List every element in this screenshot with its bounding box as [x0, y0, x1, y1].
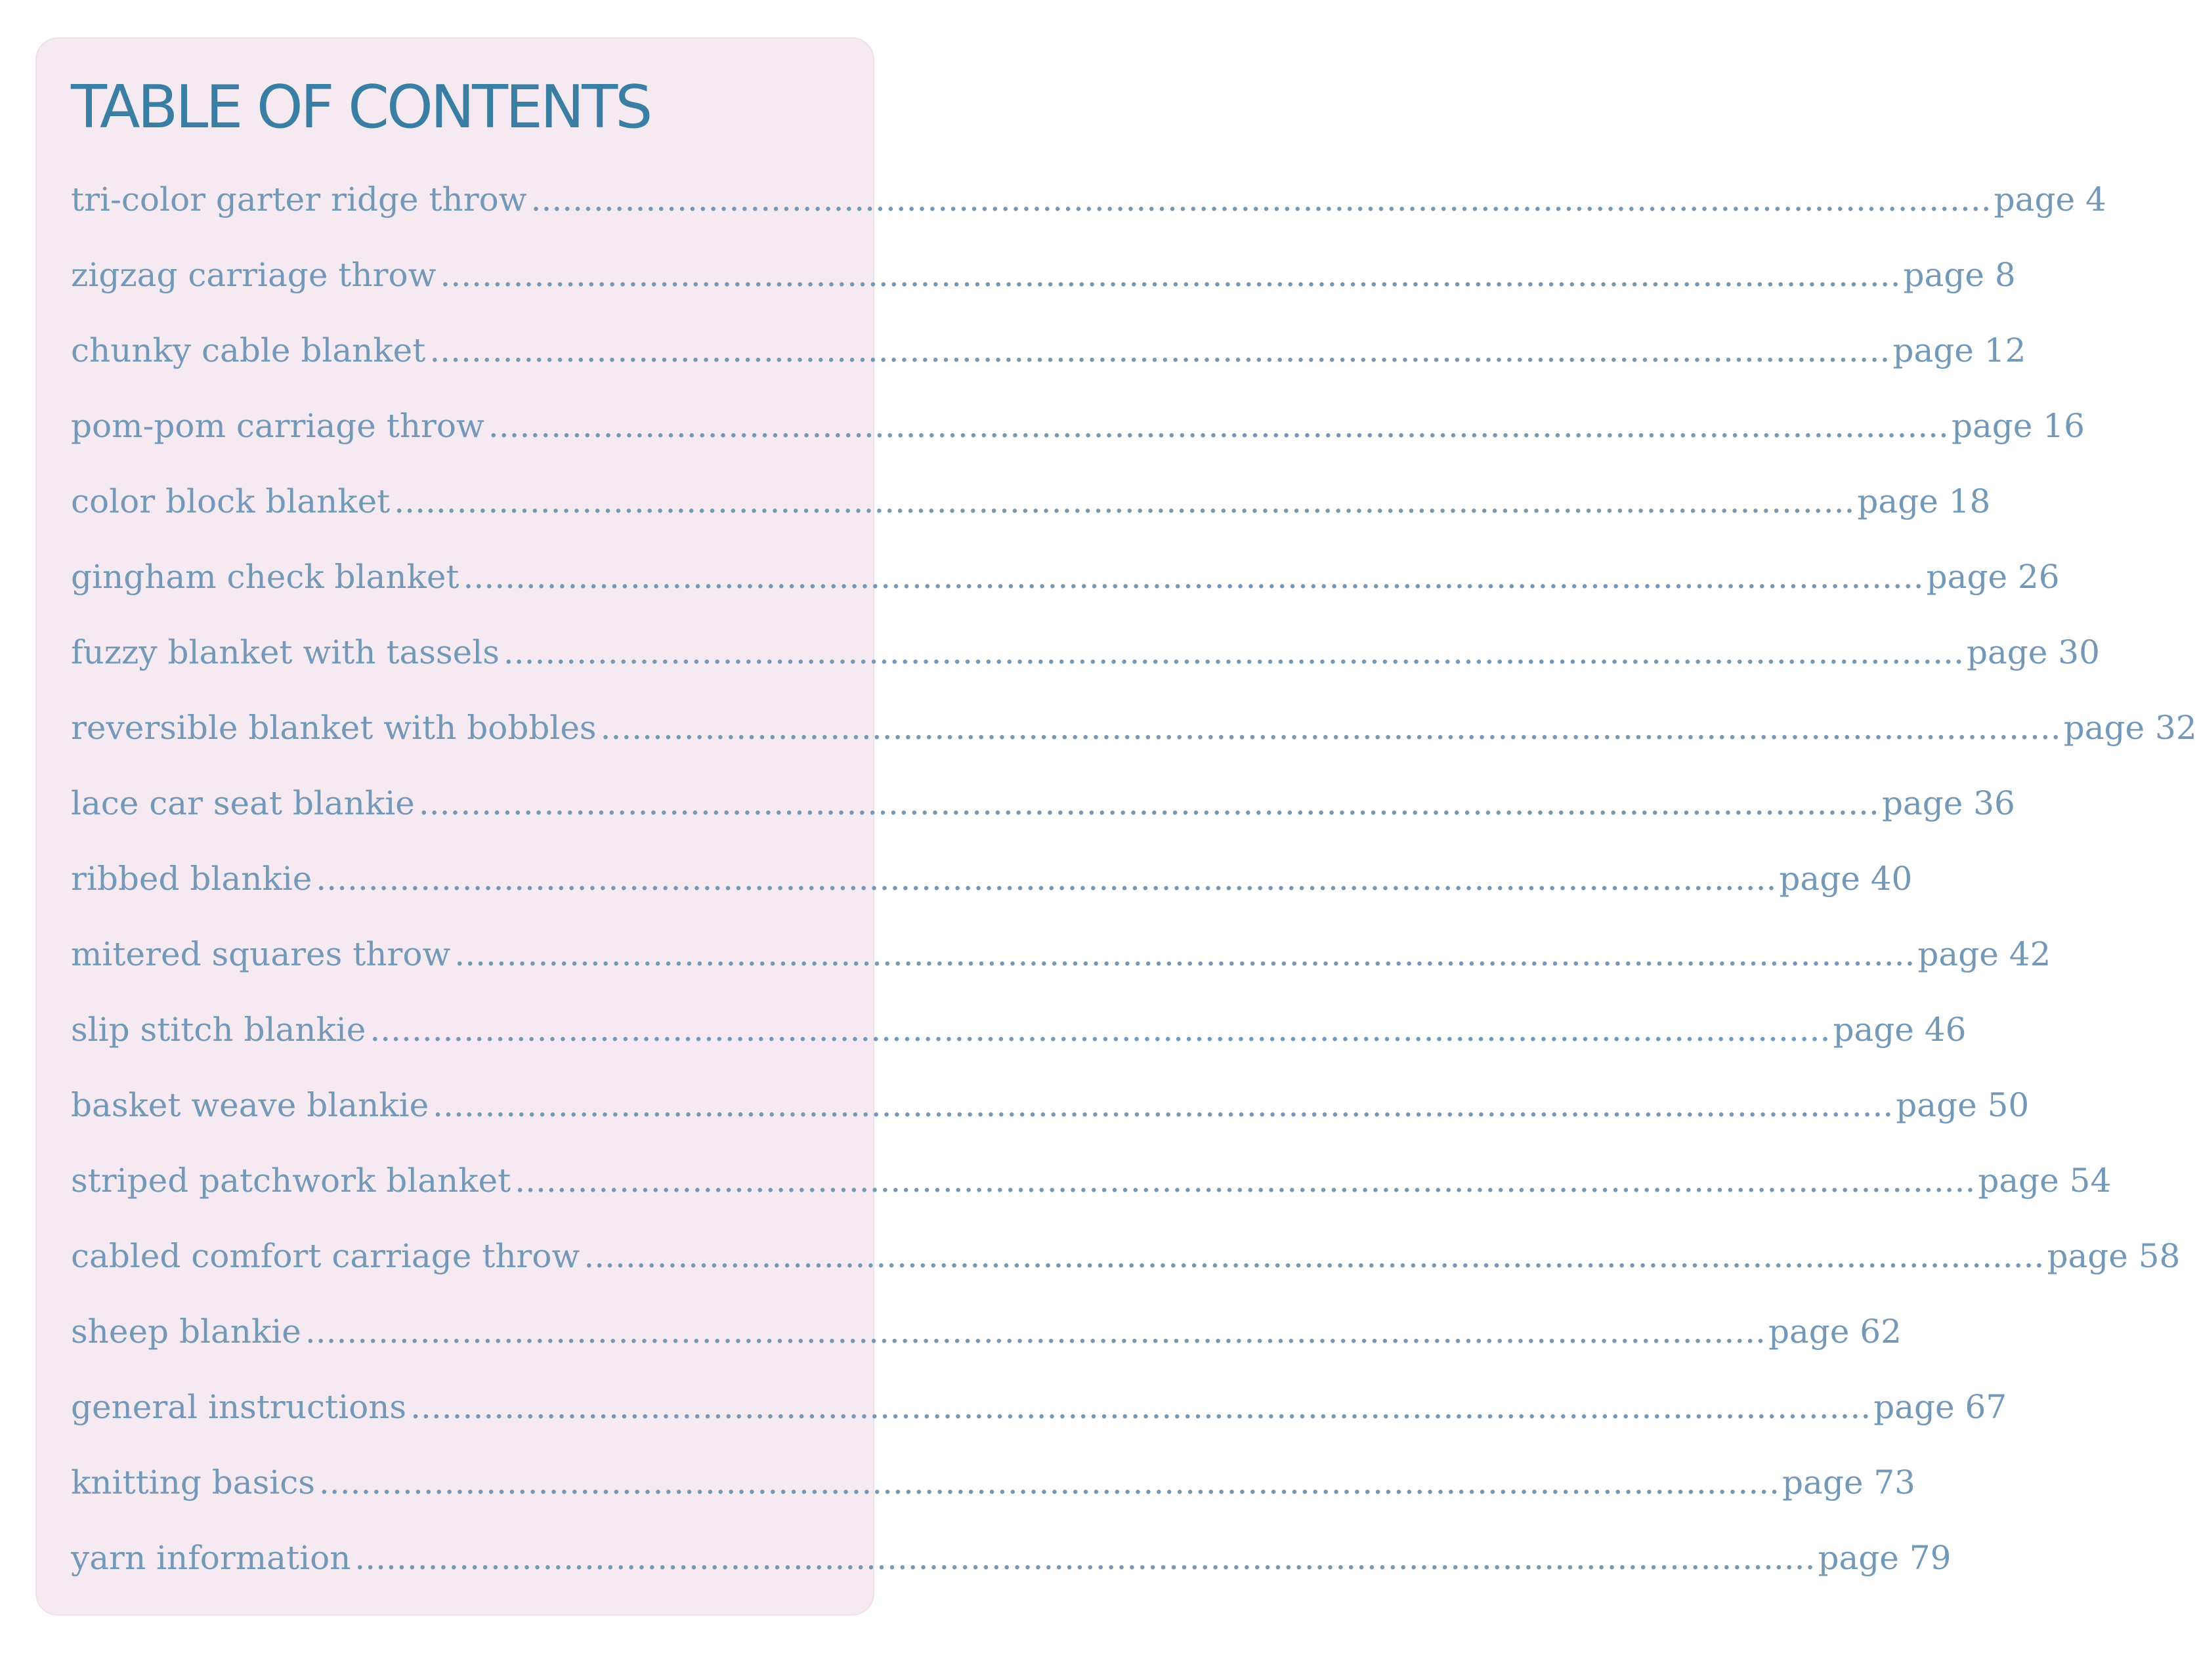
dot-leader: ............................................................................................................................................ — [316, 860, 1777, 898]
dot-leader: ............................................................................................................................................ — [503, 633, 1964, 671]
dot-leader: ............................................................................................................................................ — [305, 1312, 1766, 1351]
entry-title: slip stitch blankie — [71, 1011, 366, 1049]
entry-title: lace car seat blankie — [71, 784, 415, 822]
page-title: TABLE OF CONTENTS — [71, 73, 651, 142]
dot-leader: ............................................................................................................................................ — [410, 1388, 1871, 1426]
entry-page-number: page 26 — [1926, 558, 2060, 596]
entry-page-number: page 4 — [1994, 180, 2106, 219]
dot-leader: ............................................................................................................................................ — [454, 935, 1915, 973]
entry-title: yarn information — [71, 1539, 351, 1577]
entry-title: zigzag carriage throw — [71, 256, 437, 294]
dot-leader: ............................................................................................................................................ — [463, 558, 1924, 596]
dot-leader: ............................................................................................................................................ — [318, 1463, 1780, 1502]
entry-title: pom-pom carriage throw — [71, 407, 484, 445]
toc-entry[interactable] — [71, 177, 2106, 252]
toc-entry[interactable] — [71, 629, 2100, 705]
dot-leader: ............................................................................................................................................ — [370, 1011, 1831, 1049]
entry-title: chunky cable blanket — [71, 331, 426, 369]
toc-entry[interactable] — [71, 856, 1913, 931]
entry-title: reversible blanket with bobbles — [71, 709, 597, 747]
entry-title: gingham check blanket — [71, 558, 459, 596]
entry-page-number: page 36 — [1881, 784, 2015, 822]
toc-list — [71, 177, 2197, 1610]
entry-title: general instructions — [71, 1388, 407, 1426]
entry-page-number: page 40 — [1779, 860, 1913, 898]
dot-leader: ............................................................................................................................................ — [515, 1162, 1976, 1200]
dot-leader: ............................................................................................................................................ — [488, 407, 1949, 445]
dot-leader: ............................................................................................................................................ — [433, 1086, 1894, 1124]
toc-entry[interactable] — [71, 1384, 2007, 1460]
entry-page-number: page 42 — [1917, 935, 2051, 973]
entry-page-number: page 62 — [1768, 1312, 1902, 1351]
dot-leader: ............................................................................................................................................ — [418, 784, 1879, 822]
toc-entry[interactable] — [71, 478, 1991, 554]
dot-leader: ............................................................................................................................................ — [440, 256, 1901, 294]
entry-page-number: page 30 — [1966, 633, 2100, 671]
toc-entry[interactable] — [71, 252, 2016, 327]
entry-page-number: page 46 — [1833, 1011, 1967, 1049]
toc-entry[interactable] — [71, 1082, 2030, 1158]
dot-leader: ............................................................................................................................................ — [600, 709, 2061, 747]
dot-leader: ............................................................................................................................................ — [394, 482, 1855, 520]
toc-entry[interactable] — [71, 327, 2026, 403]
toc-entry[interactable] — [71, 705, 2197, 780]
entry-title: ribbed blankie — [71, 860, 312, 898]
toc-entry[interactable] — [71, 1158, 2112, 1233]
entry-page-number: page 16 — [1951, 407, 2085, 445]
toc-entry[interactable] — [71, 403, 2085, 478]
dot-leader: ............................................................................................................................................ — [530, 180, 1992, 219]
table-of-contents-panel — [35, 37, 2197, 1616]
entry-page-number: page 32 — [2063, 709, 2197, 747]
toc-entry[interactable] — [71, 1233, 2181, 1309]
entry-page-number: page 50 — [1896, 1086, 2030, 1124]
toc-entry[interactable] — [71, 1535, 1952, 1610]
entry-title: knitting basics — [71, 1463, 315, 1502]
entry-title: basket weave blankie — [71, 1086, 429, 1124]
toc-entry[interactable] — [71, 554, 2060, 629]
toc-entry[interactable] — [71, 1309, 1902, 1384]
entry-page-number: page 58 — [2047, 1237, 2181, 1275]
entry-page-number: page 73 — [1782, 1463, 1915, 1502]
dot-leader: ............................................................................................................................................ — [584, 1237, 2045, 1275]
entry-title: sheep blankie — [71, 1312, 301, 1351]
entry-title: mitered squares throw — [71, 935, 451, 973]
dot-leader: ............................................................................................................................................ — [429, 331, 1890, 369]
entry-page-number: page 18 — [1857, 482, 1991, 520]
toc-entry[interactable] — [71, 1007, 1967, 1082]
entry-page-number: page 79 — [1818, 1539, 1952, 1577]
entry-page-number: page 67 — [1873, 1388, 2007, 1426]
toc-entry[interactable] — [71, 780, 2015, 856]
entry-title: cabled comfort carriage throw — [71, 1237, 580, 1275]
entry-page-number: page 12 — [1892, 331, 2026, 369]
entry-page-number: page 54 — [1978, 1162, 2112, 1200]
entry-title: striped patchwork blanket — [71, 1162, 511, 1200]
toc-entry[interactable] — [71, 1460, 1915, 1535]
entry-title: fuzzy blanket with tassels — [71, 633, 500, 671]
entry-title: color block blanket — [71, 482, 391, 520]
toc-entry[interactable] — [71, 931, 2051, 1007]
dot-leader: ............................................................................................................................................ — [354, 1539, 1816, 1577]
entry-page-number: page 8 — [1903, 256, 2016, 294]
entry-title: tri-color garter ridge throw — [71, 180, 527, 219]
